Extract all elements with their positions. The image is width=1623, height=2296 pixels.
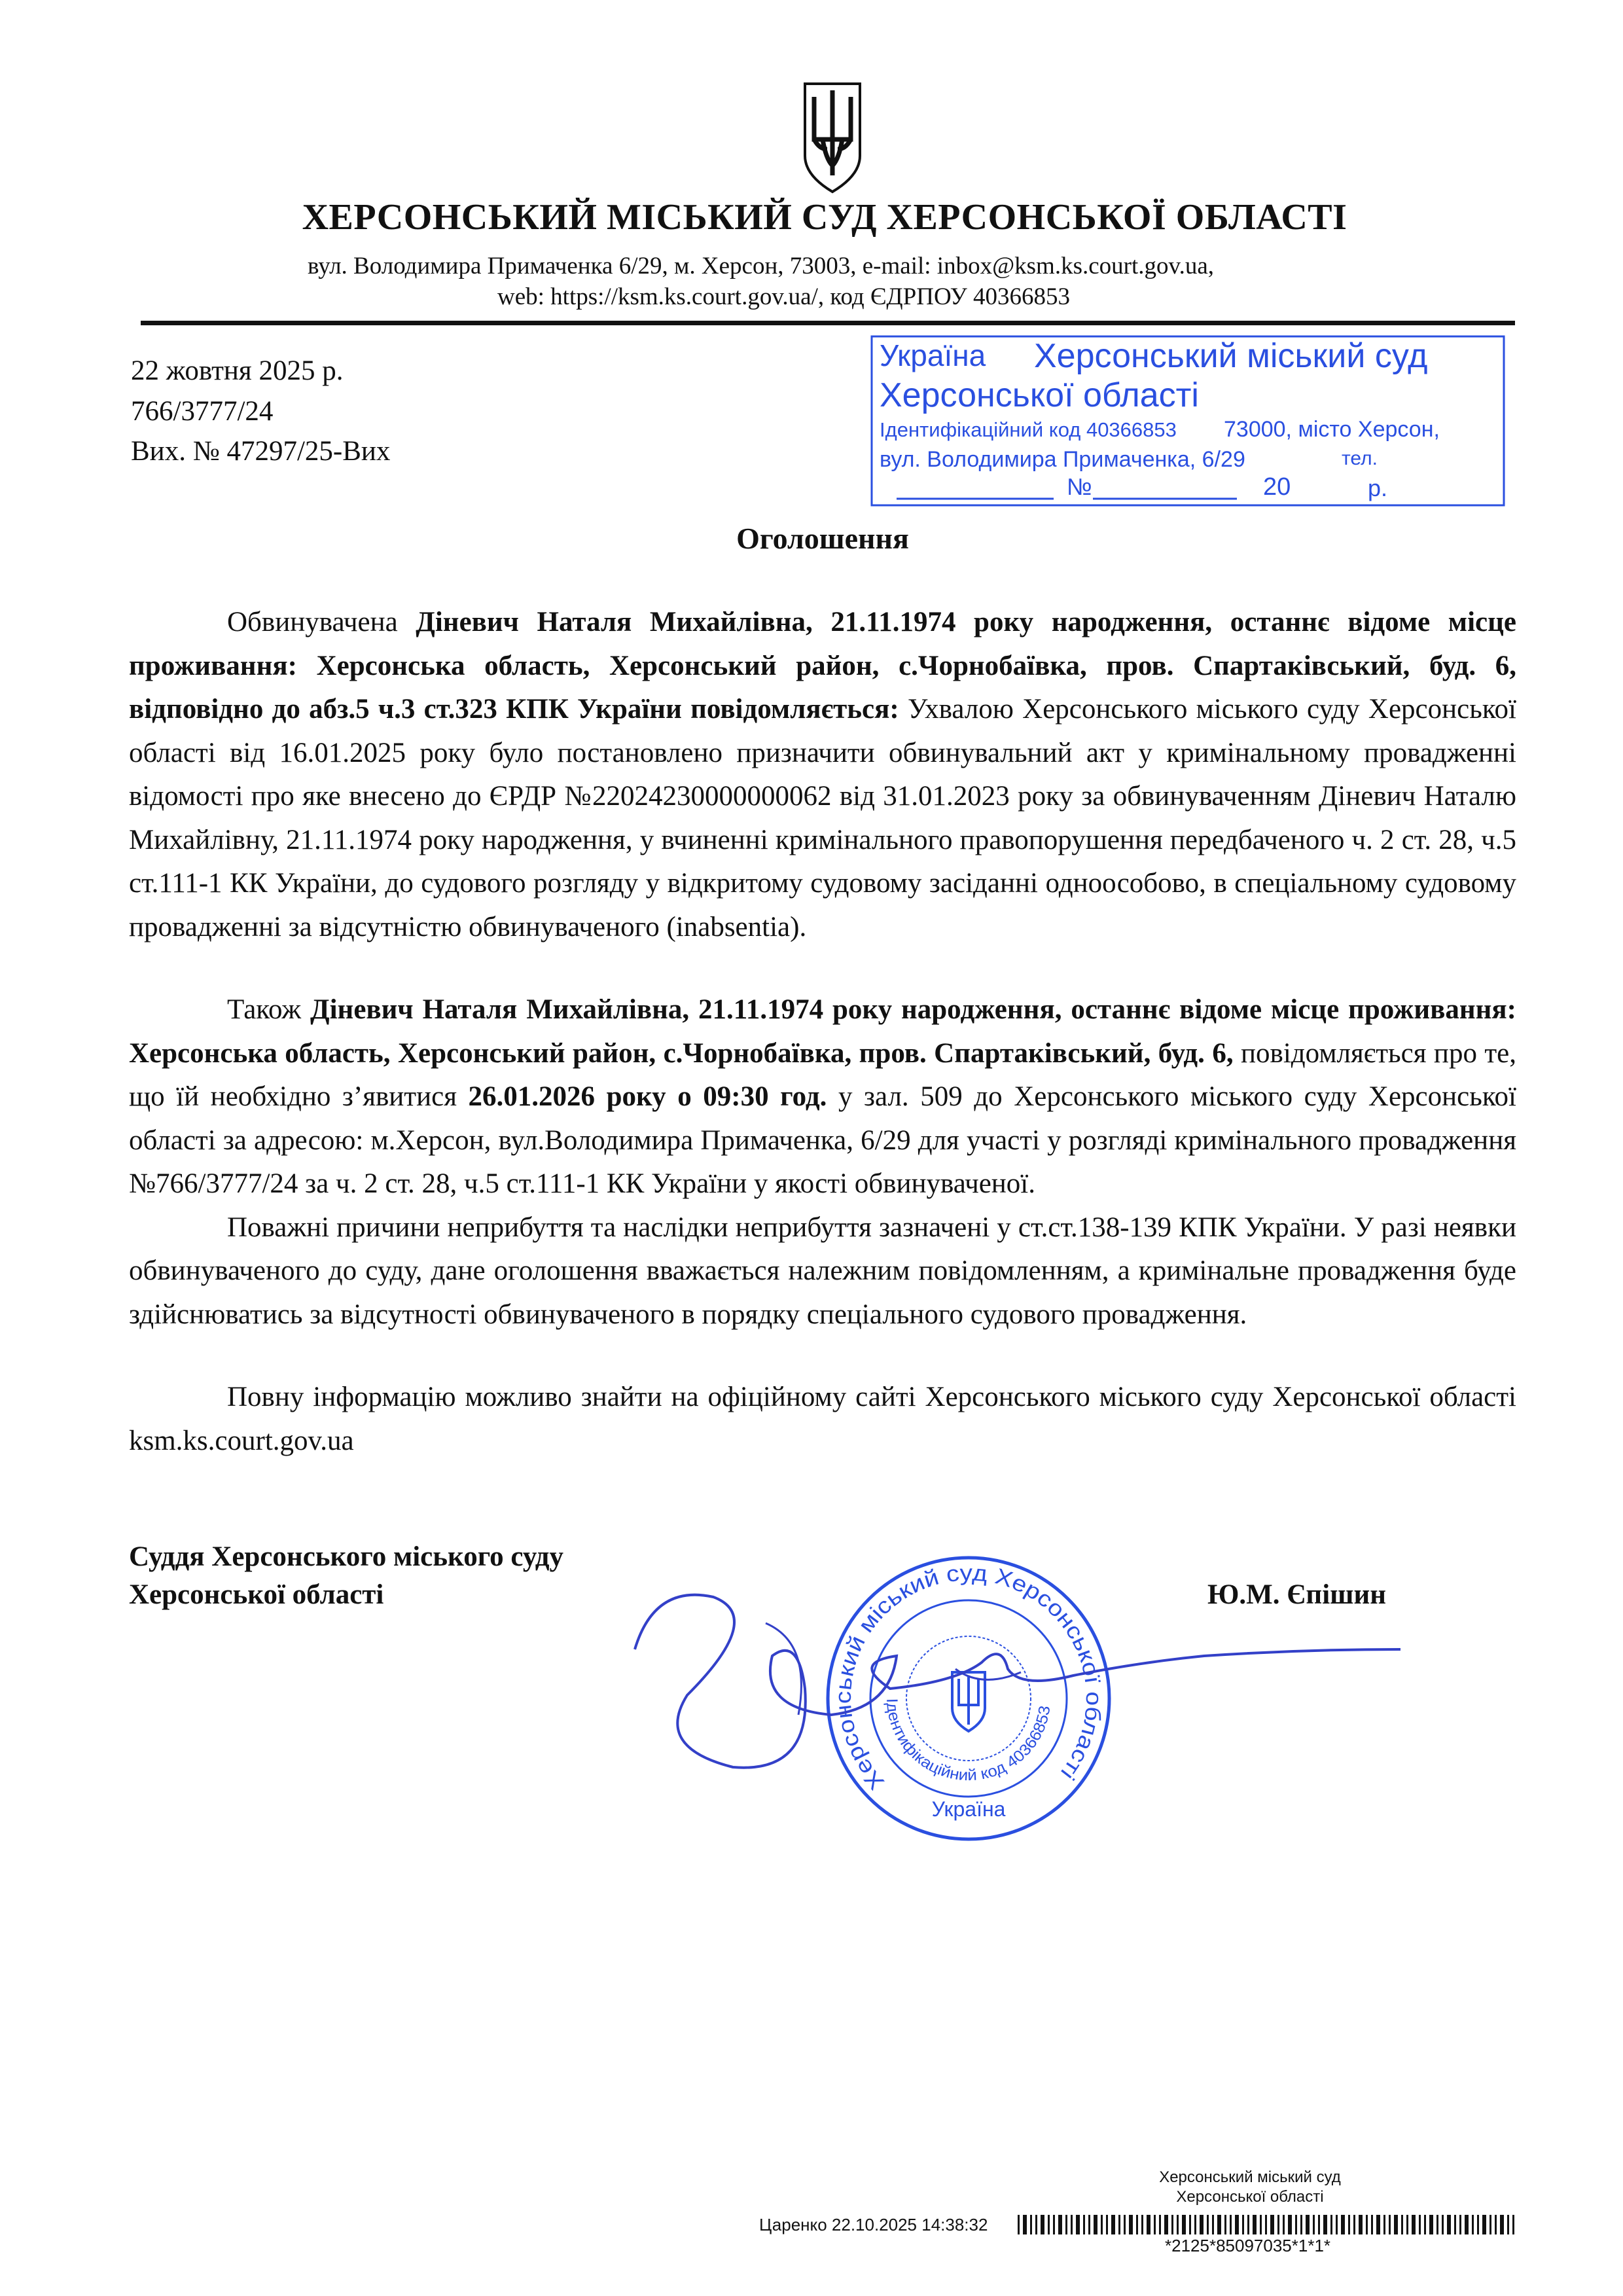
text: Також — [227, 994, 311, 1025]
barcode-bar — [1401, 2215, 1403, 2234]
paragraph-2 — [129, 988, 1516, 1206]
barcode-bar — [1159, 2215, 1161, 2234]
barcode-bar — [1500, 2215, 1504, 2234]
barcode-bar — [1277, 2215, 1279, 2234]
barcode-bar — [1330, 2215, 1332, 2234]
barcode-bar — [1071, 2215, 1073, 2234]
barcode-bar — [1459, 2215, 1461, 2234]
barcode-bar — [1412, 2215, 1416, 2234]
text: Ухвалою Херсонського міського суду Херсонської області від 16.01.2025 року було постановлено призначити обвинувальний акт у кримінальному провадженні відомості про яке внесено до ЄРДР №22024230000000062 від 31.01.2023 року за обвинуваченням Діневич Наталю Михайлівну, 21.11.1974 року народження, у вчиненні кримінального правопорушення передбаченого ч. 2 ст. 28, ч.5 ст.111-1 КК України, до судового розгляду у відкритому судовому засіданні одноособово, в спеціальному судовому провадженні за відсутністю обвинуваченого (inabsentia). — [129, 694, 1517, 942]
barcode-bar — [1171, 2215, 1173, 2234]
stamp-line: вул. Володимира Примаченка, 6/29 — [880, 447, 1245, 472]
barcode-bar — [1341, 2215, 1345, 2234]
barcode-bar — [1489, 2215, 1491, 2234]
barcode-bar — [1230, 2215, 1232, 2234]
barcode-number: *2125*85097035*1*1* — [1165, 2236, 1331, 2255]
barcode-bar — [1030, 2215, 1032, 2234]
barcode-bar — [1147, 2215, 1150, 2234]
stamp-outer-text: Херсонський міський суд Херсонської області — [830, 1560, 1107, 1795]
hearing-datetime: 26.01.2026 року о 09:30 год. — [468, 1081, 827, 1112]
judge-name: Ю.М. Єпішин — [1207, 1579, 1386, 1610]
barcode-bar — [1118, 2215, 1120, 2234]
barcode-bar — [1318, 2215, 1320, 2234]
footer-line: Херсонський міський суд — [1159, 2168, 1341, 2186]
barcode-bar — [1154, 2215, 1156, 2234]
barcode-bar — [1376, 2215, 1380, 2234]
barcode-bar — [1295, 2215, 1297, 2234]
barcode-bar — [1177, 2215, 1179, 2234]
barcode-bar — [1394, 2215, 1398, 2234]
barcode-bar — [1366, 2215, 1368, 2234]
barcode-bar — [1065, 2215, 1067, 2234]
barcode-bar — [1447, 2215, 1451, 2234]
barcode-bar — [1212, 2215, 1214, 2234]
barcode-bar — [1424, 2215, 1426, 2234]
barcode-bar — [1512, 2215, 1514, 2234]
barcode-bar — [1076, 2215, 1080, 2234]
barcode-bar — [1306, 2215, 1310, 2234]
stamp-line: Херсонської області — [880, 376, 1199, 414]
barcode-bar — [1260, 2215, 1262, 2234]
stamp-line: Ідентифікаційний код 40366853 — [880, 418, 1177, 441]
barcode-bar — [1270, 2215, 1274, 2234]
barcode-bar — [1406, 2215, 1408, 2234]
stamp-line: № — [1067, 473, 1092, 500]
barcode-bar — [1389, 2215, 1391, 2234]
barcode-bar — [1472, 2215, 1474, 2234]
stamp-line: тел. — [1342, 448, 1378, 469]
document-body — [129, 517, 1516, 1623]
barcode-bar — [1083, 2215, 1085, 2234]
barcode-bar — [1283, 2215, 1285, 2234]
barcode-bar — [1041, 2215, 1044, 2234]
barcode-bar — [1371, 2215, 1373, 2234]
barcode-bar — [1442, 2215, 1444, 2234]
stamp-line: Україна — [880, 338, 986, 372]
barcode-bar — [1359, 2215, 1363, 2234]
text: у зал. 509 до Херсонського міського суду Херсонської області за адресою: м.Херсон, вул.Володимира Примаченка, 6/29 для участі у розгляді кримінального провадження №766/3777/24 за ч. 2 ст. 28, ч.5 ст.111-1 КК України у якості обвинуваченої. — [129, 1081, 1517, 1199]
barcode-bar — [1048, 2215, 1050, 2234]
stamp-line: Херсонський міський суд — [1034, 337, 1428, 375]
barcode-bar — [1235, 2215, 1239, 2234]
barcode-bar — [1023, 2215, 1027, 2234]
trident-emblem-icon — [800, 77, 865, 195]
barcode-bar — [1247, 2215, 1249, 2234]
footer-court-name — [1119, 2168, 1381, 2207]
defendant-details: Діневич Наталя Михайлівна, 21.11.1974 року народження, останнє відоме місце проживання: Херсонська область, Херсонський район, с.Чорнобаївка, пров. Спартаківський, буд. 6, — [129, 994, 1516, 1069]
handwritten-signature — [615, 1558, 1440, 1820]
footer-line: Херсонської області — [1176, 2188, 1324, 2206]
barcode-bar — [1323, 2215, 1327, 2234]
barcode-bar — [1265, 2215, 1267, 2234]
barcode-bar — [1035, 2215, 1037, 2234]
text: повідомляється про те, що їй необхідно з’явитися — [129, 1037, 1516, 1112]
barcode-bar — [1465, 2215, 1469, 2234]
barcode-bar — [1182, 2215, 1186, 2234]
barcode-bar — [1495, 2215, 1497, 2234]
barcode-bar — [1288, 2215, 1292, 2234]
barcode-bar — [1194, 2215, 1196, 2234]
outgoing-number: Вих. № 47297/25-Вих — [131, 436, 391, 467]
position-line: Херсонської області — [129, 1579, 384, 1610]
barcode-bar — [1129, 2215, 1133, 2234]
paragraph-4: Повну інформацію можливо знайти на офіційному сайті Херсонського міського суду Херсонської області ksm.ks.court.gov.ua — [129, 1382, 1516, 1456]
barcode-bar — [1300, 2215, 1302, 2234]
barcode-bar — [1242, 2215, 1244, 2234]
barcode-bar — [1106, 2215, 1108, 2234]
registration-stamp — [870, 335, 1505, 507]
barcode-bar — [1101, 2215, 1103, 2234]
stamp-line: 73000, місто Херсон, — [1224, 417, 1440, 442]
defendant-details: Діневич Наталя Михайлівна, 21.11.1974 року народження, останнє відоме місце проживання: Херсонська область, Херсонський район, с.Чорнобаївка, пров. Спартаківський, буд. 6, відповідно до абз.5 ч.3 ст.323 КПК України повідомляється: — [129, 607, 1516, 725]
barcode-bar — [1094, 2215, 1097, 2234]
barcode-bar — [1124, 2215, 1126, 2234]
header-divider — [141, 321, 1515, 325]
barcode-bar — [1207, 2215, 1209, 2234]
document-date: 22 жовтня 2025 р. — [131, 355, 344, 386]
barcode — [1018, 2215, 1518, 2234]
barcode-bar — [1053, 2215, 1055, 2234]
footer-user-timestamp: Царенко 22.10.2025 14:38:32 — [759, 2215, 988, 2234]
document-heading: Оголошення — [736, 522, 909, 555]
barcode-bar — [1507, 2215, 1509, 2234]
barcode-bar — [1336, 2215, 1338, 2234]
court-address: вул. Володимира Примаченка 6/29, м. Херсон, 73003, e-mail: inbox@ksm.ks.court.gov.ua, — [308, 253, 1215, 279]
barcode-bar — [1088, 2215, 1090, 2234]
barcode-bar — [1419, 2215, 1421, 2234]
barcode-bar — [1141, 2215, 1143, 2234]
barcode-bar — [1454, 2215, 1456, 2234]
case-number: 766/3777/24 — [131, 396, 274, 427]
stamp-bottom-text: Україна — [931, 1797, 1006, 1821]
paragraph-3: Поважні причини неприбуття та наслідки неприбуття зазначені у ст.ст.138-139 КПК України. У разі неявки обвинуваченого до суду, дане оголошення вважається належним повідомленням, а кримінальне провадження буде здійснюватись за відсутності обвинуваченого в порядку спеціального судового провадження. — [129, 1211, 1516, 1330]
barcode-bar — [1058, 2215, 1062, 2234]
barcode-bar — [1189, 2215, 1191, 2234]
barcode-bar — [1253, 2215, 1257, 2234]
stamp-line: р. — [1368, 475, 1388, 501]
barcode-bar — [1200, 2215, 1204, 2234]
court-title: ХЕРСОНСЬКИЙ МІСЬКИЙ СУД ХЕРСОНСЬКОЇ ОБЛАСТІ — [302, 197, 1347, 238]
position-line: Суддя Херсонського міського суду — [129, 1541, 563, 1572]
paragraph-1 — [129, 601, 1516, 949]
barcode-bar — [1482, 2215, 1486, 2234]
barcode-bar — [1353, 2215, 1355, 2234]
barcode-bar — [1436, 2215, 1438, 2234]
barcode-bar — [1348, 2215, 1350, 2234]
barcode-bar — [1429, 2215, 1433, 2234]
barcode-bar — [1111, 2215, 1115, 2234]
barcode-bar — [1217, 2215, 1221, 2234]
barcode-bar — [1136, 2215, 1138, 2234]
barcode-bar — [1313, 2215, 1315, 2234]
stamp-line: 20 — [1263, 473, 1291, 501]
court-web-and-code: web: https://ksm.ks.court.gov.ua/, код ЄДРПОУ 40366853 — [497, 283, 1071, 310]
barcode-bar — [1164, 2215, 1168, 2234]
barcode-bar — [1224, 2215, 1226, 2234]
stamp-inner-text: Ідентифікаційний код 40366853 — [882, 1698, 1054, 1785]
barcode-bar — [1383, 2215, 1385, 2234]
text: Обвинувачена — [227, 607, 416, 637]
barcode-bar — [1477, 2215, 1479, 2234]
barcode-bar — [1018, 2215, 1020, 2234]
